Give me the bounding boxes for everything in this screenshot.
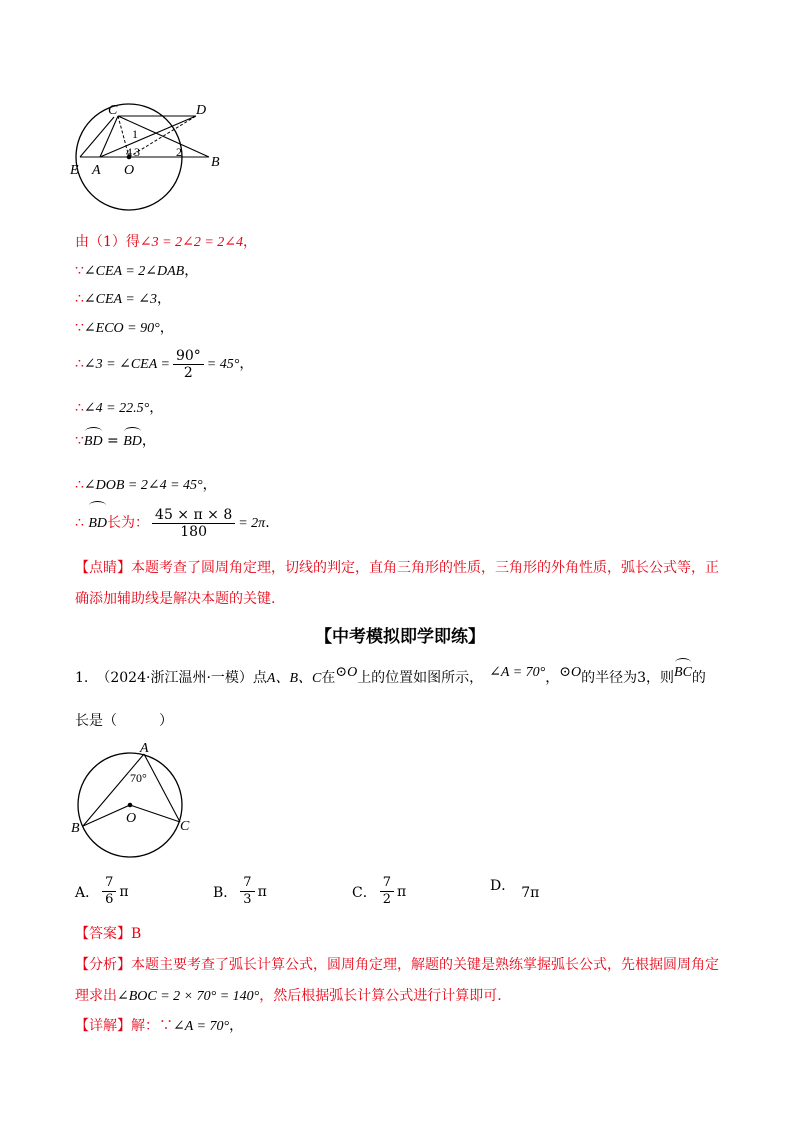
answer-tag: 【答案】 (75, 926, 131, 942)
comment-tag: 【点睛】 (75, 560, 131, 576)
step-9-mid: 长为： (107, 515, 150, 531)
step-8-suffix: ， (202, 477, 217, 493)
question-comma: ， (545, 670, 560, 686)
step-7-suffix: ， (141, 433, 156, 449)
label-b: B (211, 155, 220, 170)
option-b-den: 3 (243, 892, 252, 907)
step-4-expr: ∠ECO = 90° (83, 321, 160, 336)
option-a-letter: A． (75, 884, 100, 901)
label-a: A (92, 163, 101, 178)
angle-label-1: 1 (132, 127, 138, 141)
detail-tag: 【详解】 (75, 1018, 131, 1034)
question-text-line-2: 长是（ ） (75, 713, 173, 729)
detail-expr: ∠A = 70° (173, 1019, 230, 1034)
step-6 (75, 398, 163, 419)
analysis-line-2 (75, 986, 502, 1007)
step-2-prefix: ∵ (75, 263, 84, 279)
step-9 (75, 505, 270, 542)
step-5-expr-right: = 45° (206, 357, 240, 372)
step-8 (75, 475, 217, 496)
label-d: D (196, 103, 207, 118)
answer-line (75, 924, 141, 944)
step-5-expr-left: ∠3 = ∠CEA = (83, 357, 170, 372)
step-9-frac-den: 180 (180, 523, 207, 540)
figure-circle-tangent (68, 100, 218, 220)
step-3-prefix: ∴ (75, 291, 84, 307)
step-9-expr-right: = 2π (238, 516, 266, 531)
step-9-prefix: ∴ (75, 515, 84, 531)
answer-value: B (131, 926, 142, 942)
label-o: O (124, 163, 135, 178)
step-6-expr: ∠4 = 22.5° (83, 401, 150, 416)
analysis-text-2a: 理求出 (75, 988, 117, 1004)
option-a[interactable] (75, 875, 129, 908)
question-angle: ∠A = 70° (489, 665, 546, 680)
step-4-suffix: ， (159, 320, 174, 336)
question-number: 1. (75, 670, 89, 686)
option-b[interactable] (213, 875, 267, 908)
step-7 (75, 431, 156, 452)
option-c-letter: C． (352, 884, 377, 901)
angle-label-4: 4 (126, 145, 132, 159)
label-e: E (70, 163, 79, 178)
option-b-letter: B． (213, 884, 238, 901)
question-circle-2: ⊙O (559, 665, 582, 680)
step-6-prefix: ∴ (75, 400, 84, 416)
step-2-expr: ∠CEA = 2∠DAB (83, 264, 185, 279)
question-text-b: 在 (321, 670, 336, 686)
step-2-suffix: ， (184, 263, 199, 279)
analysis-text-2b: ，然后根据弧长计算公式进行计算即可. (259, 988, 502, 1004)
comment-text-2: 确添加辅助线是解决本题的关键. (75, 591, 276, 607)
analysis-tag: 【分析】 (75, 957, 131, 973)
question-circle: ⊙O (335, 665, 358, 680)
question-line-2 (75, 711, 173, 731)
question-text-a: 点 (252, 670, 267, 686)
angle-label-3: 3 (134, 145, 140, 159)
figure-inscribed-angle (68, 740, 200, 864)
analysis-line-1 (75, 955, 719, 975)
option-a-pi: π (119, 883, 129, 900)
step-4-prefix: ∵ (75, 320, 84, 336)
option-a-den: 6 (105, 892, 114, 907)
question-source: （2024·浙江温州·一模） (96, 670, 253, 686)
label-c-2: C (180, 819, 190, 834)
angle-label-70: 70° (130, 771, 147, 785)
step-7-arc-1: BD (84, 432, 103, 452)
step-3 (75, 289, 171, 310)
option-c-pi: π (397, 883, 407, 900)
label-b-2: B (71, 821, 80, 836)
analysis-expr: ∠BOC = 2 × 70° = 140° (117, 989, 260, 1004)
step-6-suffix: ， (149, 400, 164, 416)
section-title: 【中考模拟即学即练】 (315, 627, 485, 647)
step-8-expr: ∠DOB = 2∠4 = 45° (83, 478, 203, 493)
step-9-arc: BD (88, 506, 107, 542)
step-8-prefix: ∴ (75, 477, 84, 493)
step-1 (75, 232, 257, 253)
question-text-d: 的半径为3，则 (581, 670, 675, 686)
step-3-suffix: ， (157, 291, 172, 307)
analysis-text-1: 本题主要考查了弧长计算公式，圆周角定理，解题的关键是熟练掌握弧长公式，先根据圆周角定 (131, 957, 719, 973)
step-9-frac-num: 45 × π × 8 (152, 507, 235, 524)
step-7-arc-2: BD (123, 432, 142, 452)
option-d-value: 7π (521, 885, 540, 901)
step-9-fraction (152, 507, 235, 540)
option-d-letter: D． (490, 878, 516, 894)
step-5-suffix: ， (239, 356, 254, 372)
option-c-num: 7 (380, 875, 394, 892)
step-5-fraction (173, 348, 204, 381)
option-b-pi: π (257, 883, 267, 900)
option-c-den: 2 (382, 892, 391, 907)
comment-line-2 (75, 589, 275, 609)
question-arc: BC (674, 663, 692, 683)
question-line-1 (75, 665, 706, 689)
option-a-num: 7 (102, 875, 116, 892)
step-7-eq: = (107, 433, 119, 449)
step-5-frac-den: 2 (183, 364, 193, 381)
option-b-fraction (240, 875, 254, 908)
step-5 (75, 347, 253, 382)
option-d[interactable] (490, 875, 540, 901)
step-9-suffix: . (265, 515, 270, 531)
label-a-2: A (140, 741, 149, 756)
detail-line (75, 1016, 243, 1037)
step-3-expr: ∠CEA = ∠3 (83, 292, 158, 307)
step-1-prefix: 由（1）得 (75, 234, 140, 250)
comment-text-1: 本题考查了圆周角定理，切线的判定，直角三角形的性质，三角形的外角性质，弧长公式等，正 (131, 560, 719, 576)
step-1-expr: ∠3 = 2∠2 = 2∠4 (139, 235, 244, 250)
option-c[interactable] (352, 875, 406, 908)
detail-text: 解：∵ (131, 1018, 173, 1034)
comment-line-1 (75, 558, 719, 578)
option-a-fraction (102, 875, 116, 908)
angle-label-2: 2 (176, 145, 182, 159)
question-text-c: 上的位置如图所示， (357, 670, 484, 686)
label-o-2: O (126, 811, 137, 826)
label-c: C (108, 103, 118, 118)
step-7-prefix: ∵ (75, 433, 84, 449)
option-c-fraction (380, 875, 394, 908)
step-1-suffix: ， (243, 234, 258, 250)
step-5-frac-num: 90° (173, 348, 204, 365)
step-2 (75, 261, 198, 282)
detail-suffix: ， (229, 1018, 244, 1034)
step-4 (75, 318, 174, 339)
step-5-prefix: ∴ (75, 356, 84, 372)
option-b-num: 7 (240, 875, 254, 892)
question-text-e: 的 (691, 670, 706, 686)
question-points: A、B、C (266, 671, 322, 686)
